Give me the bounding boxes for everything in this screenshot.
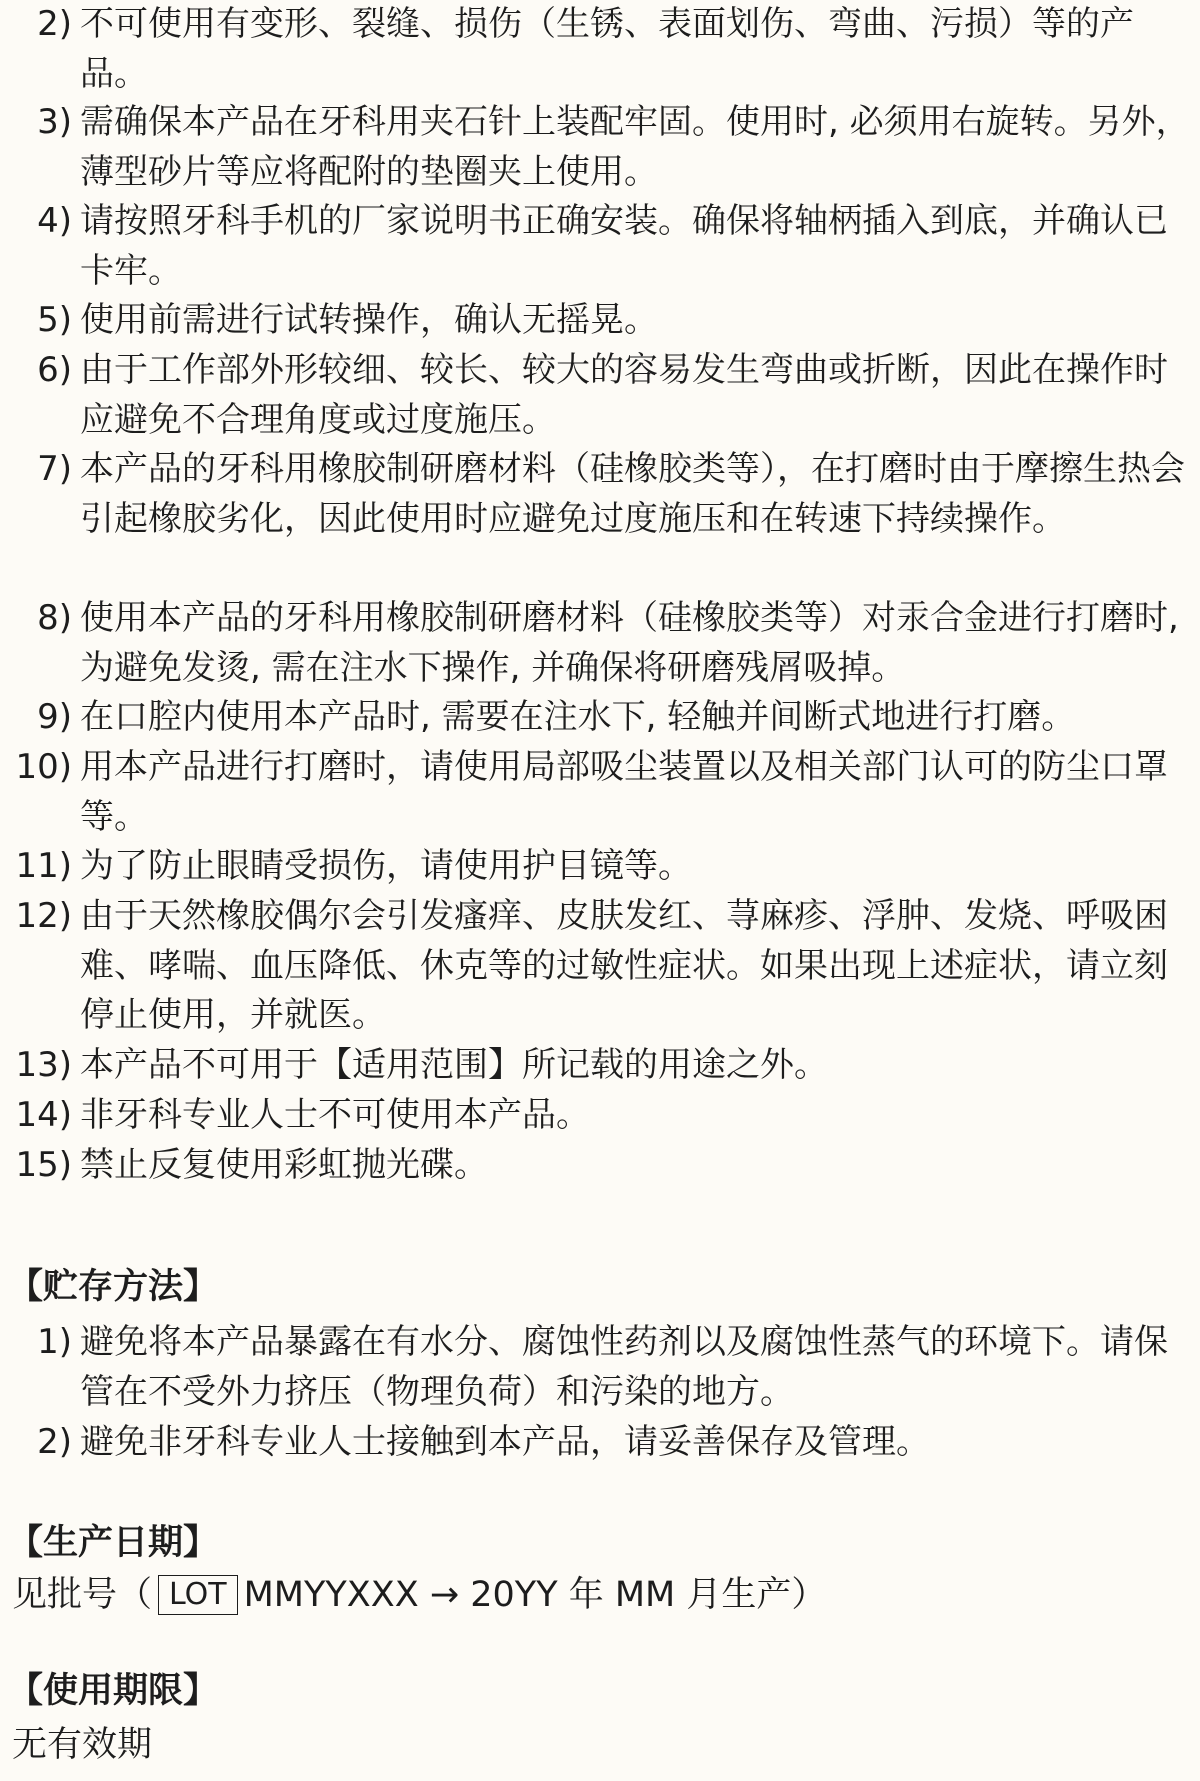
list-item	[0, 693, 1200, 743]
item-text: 禁止反复使用彩虹抛光碟。	[80, 1145, 488, 1185]
item-text: 非牙科专业人士不可使用本产品。	[80, 1095, 590, 1135]
list-item	[0, 346, 1200, 445]
production-date-text	[12, 1570, 826, 1620]
production-date-heading: 【生产日期】	[8, 1523, 219, 1563]
list-item	[0, 1091, 1200, 1141]
item-text: 由于工作部外形较细、较长、较大的容易发生弯曲或折断，因此在操作时应避免不合理角度或过度施压。	[80, 350, 1168, 440]
item-text: 避免将本产品暴露在有水分、腐蚀性药剂以及腐蚀性蒸气的环境下。请保管在不受外力挤压（物理负荷）和污染的地方。	[80, 1322, 1168, 1412]
item-text: 由于天然橡胶偶尔会引发瘙痒、皮肤发红、荨麻疹、浮肿、发烧、呼吸困难、哮喘、血压降低、休克等的过敏性症状。如果出现上述症状，请立刻停止使用，并就医。	[80, 896, 1168, 1035]
storage-heading: 【贮存方法】	[8, 1267, 219, 1307]
item-number: 1)	[37, 1322, 72, 1362]
item-text: 用本产品进行打磨时，请使用局部吸尘装置以及相关部门认可的防尘口罩等。	[80, 747, 1168, 837]
expiry-text: 无有效期	[12, 1725, 153, 1765]
item-number: 3)	[37, 102, 72, 142]
list-item	[0, 1041, 1200, 1091]
item-number: 14)	[15, 1095, 72, 1135]
list-item	[0, 197, 1200, 296]
item-number: 4)	[37, 201, 72, 241]
item-text: 本产品不可用于【适用范围】所记载的用途之外。	[80, 1045, 828, 1085]
lot-prefix: 见批号（	[12, 1575, 153, 1615]
item-number: 15)	[15, 1145, 72, 1185]
expiry-heading: 【使用期限】	[8, 1671, 219, 1711]
list-item	[0, 842, 1200, 892]
list-item	[0, 1141, 1200, 1191]
item-text: 本产品的牙科用橡胶制研磨材料（硅橡胶类等），在打磨时由于摩擦生热会引起橡胶劣化，因此使用时应避免过度施压和在转速下持续操作。	[80, 449, 1185, 539]
list-item	[0, 743, 1200, 842]
lot-symbol: LOT	[158, 1575, 238, 1615]
item-text: 不可使用有变形、裂缝、损伤（生锈、表面划伤、弯曲、污损）等的产品。	[80, 4, 1134, 94]
list-item	[0, 892, 1200, 1041]
item-number: 6)	[37, 350, 72, 390]
storage-item	[0, 1418, 1200, 1468]
item-text: 使用前需进行试转操作，确认无摇晃。	[80, 300, 658, 340]
item-number: 9)	[37, 697, 72, 737]
list-item	[0, 445, 1200, 544]
item-number: 11)	[15, 846, 72, 886]
item-number: 5)	[37, 300, 72, 340]
list-item	[0, 0, 1200, 99]
item-number: 12)	[15, 896, 72, 936]
storage-item	[0, 1318, 1200, 1417]
item-text: 请按照牙科手机的厂家说明书正确安装。确保将轴柄插入到底，并确认已卡牢。	[80, 201, 1168, 291]
item-text: 在口腔内使用本产品时, 需要在注水下, 轻触并间断式地进行打磨。	[80, 697, 1076, 737]
item-number: 13)	[15, 1045, 72, 1085]
item-number: 2)	[37, 1422, 72, 1462]
lot-suffix: MMYYXXX → 20YY 年 MM 月生产）	[243, 1575, 827, 1615]
list-item	[0, 98, 1200, 197]
item-number: 2)	[37, 4, 72, 44]
item-text: 需确保本产品在牙科用夹石针上装配牢固。使用时, 必须用右旋转。另外，薄型砂片等应将配附的垫圈夹上使用。	[80, 102, 1190, 192]
item-text: 使用本产品的牙科用橡胶制研磨材料（硅橡胶类等）对汞合金进行打磨时, 为避免发烫, 需在注水下操作, 并确保将研磨残屑吸掉。	[80, 598, 1179, 688]
item-number: 7)	[37, 449, 72, 489]
item-number: 10)	[15, 747, 72, 787]
item-text: 为了防止眼睛受损伤，请使用护目镜等。	[80, 846, 692, 886]
list-item	[0, 594, 1200, 693]
item-text: 避免非牙科专业人士接触到本产品，请妥善保存及管理。	[80, 1422, 930, 1462]
item-number: 8)	[37, 598, 72, 638]
list-item	[0, 296, 1200, 346]
